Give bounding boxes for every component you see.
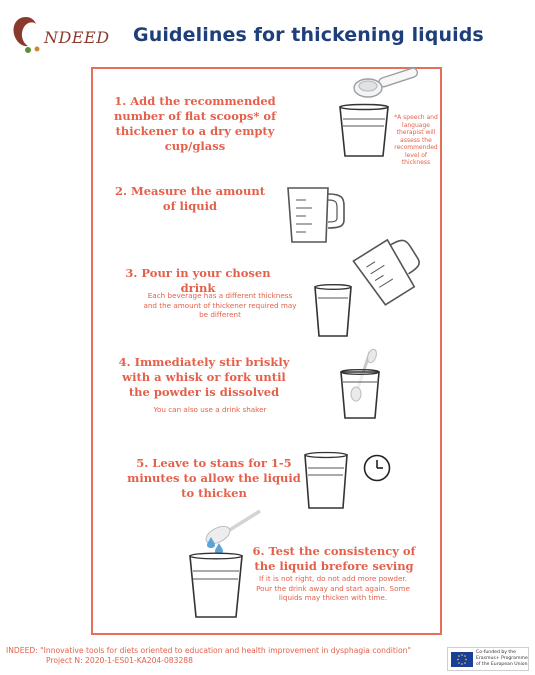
scoop-icon (348, 66, 420, 100)
step-5-heading: 5. Leave to stans for 1-5 minutes to allow the liquid to thicken (127, 456, 301, 500)
measuring-jug-pouring-icon (348, 234, 436, 306)
footer (6, 646, 411, 666)
step-6-note: If it is not right, do not add more powder. Pour the drink away and start again. Some liquids may thicken with time. (256, 574, 410, 602)
logo-wordmark: NDEED (44, 28, 110, 47)
step-3-heading: 3. Pour in your chosen drink (125, 266, 271, 295)
eu-funding-label: Co-funded by the Erasmus+ Programme of the European Union (476, 650, 528, 667)
glass-icon (313, 284, 353, 338)
step-1-side-note: *A speech and language therapist will assess the recommended level of thickness (394, 114, 438, 166)
eu-flag-icon (451, 652, 473, 667)
spoon-icon (336, 348, 384, 420)
page-title: Guidelines for thickening liquids (133, 24, 484, 46)
glass-icon (188, 553, 244, 619)
step-3-note: Each beverage has a different thickness and the amount of thickener required may be different (143, 291, 297, 319)
glass-icon (303, 452, 349, 510)
clock-icon (362, 453, 392, 483)
eu-funding-badge (447, 647, 529, 671)
footer-project-description: INDEED: "Innovative tools for diets oriented to education and health improvement in dysphagia condition" (6, 646, 411, 655)
step-6-heading: 6. Test the consistency of the liquid brefore seving (252, 544, 416, 573)
footer-project-number: Project N: 2020-1-ES01-KA204-083288 (46, 656, 193, 665)
step-4-heading: 4. Immediately stir briskly with a whisk or fork until the powder is dissolved (118, 355, 290, 399)
step-4-note: You can also use a drink shaker (153, 405, 267, 414)
measuring-jug-icon (282, 184, 348, 246)
step-1-heading: 1. Add the recommended number of flat scoops* of thickener to a dry empty cup/glass (113, 94, 277, 153)
step-2-heading: 2. Measure the amount of liquid (114, 184, 266, 213)
glass-icon (337, 104, 391, 159)
logo-icon (6, 14, 46, 54)
